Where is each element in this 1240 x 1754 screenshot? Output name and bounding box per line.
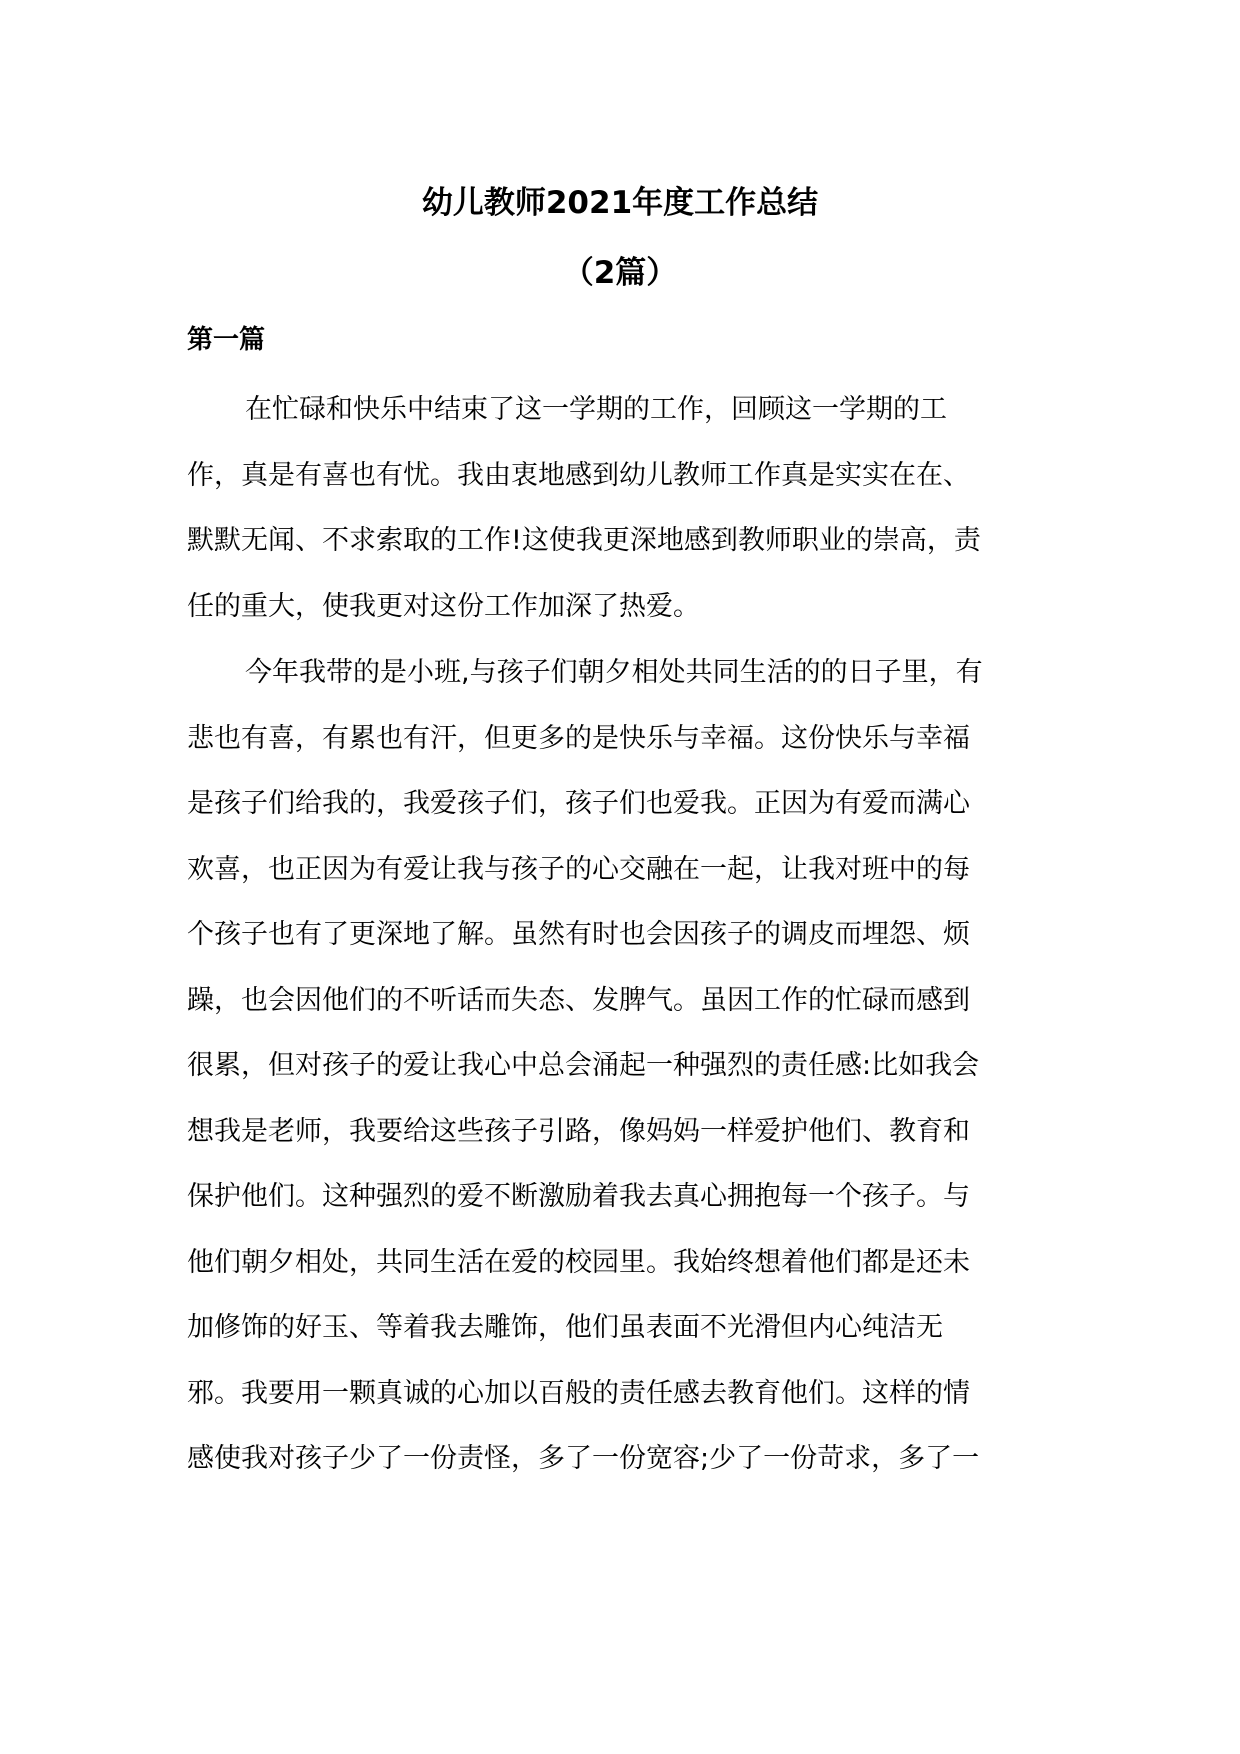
- paragraph-line: 在忙碌和快乐中结束了这一学期的工作，回顾这一学期的工: [245, 394, 947, 425]
- paragraph-line: 邪。我要用一颗真诚的心加以百般的责任感去教育他们。这样的情: [187, 1377, 970, 1409]
- paragraph-line: 作，真是有喜也有忧。我由衷地感到幼儿教师工作真是实实在在、: [187, 459, 970, 491]
- paragraph-line: 任的重大，使我更对这份工作加深了热爱。: [187, 590, 700, 622]
- paragraph-line: 感使我对孩子少了一份责怪，多了一份宽容;少了一份苛求，多了一: [187, 1443, 980, 1474]
- section-heading: 第一篇: [187, 325, 266, 355]
- document-title: 幼儿教师2021年度工作总结: [421, 185, 819, 221]
- paragraph-line: 保护他们。这种强烈的爱不断激励着我去真心拥抱每一个孩子。与: [187, 1181, 970, 1212]
- paragraph-2: [187, 640, 1047, 1492]
- paragraph-line: 默默无闻、不求索取的工作!这使我更深地感到教师职业的崇高，责: [187, 525, 981, 556]
- paragraph-line: 很累，但对孩子的爱让我心中总会涌起一种强烈的责任感:比如我会: [187, 1050, 980, 1081]
- paragraph-line: 悲也有喜，有累也有汗，但更多的是快乐与幸福。这份快乐与幸福: [187, 722, 970, 754]
- paragraph-line: 是孩子们给我的，我爱孩子们，孩子们也爱我。正因为有爱而满心: [187, 788, 970, 819]
- paragraph-line: 想我是老师，我要给这些孩子引路，像妈妈一样爱护他们、教育和: [187, 1115, 970, 1147]
- paragraph-line: 欢喜，也正因为有爱让我与孩子的心交融在一起，让我对班中的每: [187, 853, 970, 885]
- paragraph-line: 今年我带的是小班,与孩子们朝夕相处共同生活的的日子里，有: [245, 657, 983, 688]
- paragraph-line: 加修饰的好玉、等着我去雕饰，他们虽表面不光滑但内心纯洁无: [187, 1312, 943, 1343]
- paragraph-line: 他们朝夕相处，共同生活在爱的校园里。我始终想着他们都是还未: [187, 1246, 970, 1278]
- paragraph-line: 躁，也会因他们的不听话而失态、发脾气。虽因工作的忙碌而感到: [187, 984, 970, 1016]
- document-subtitle: （2篇）: [562, 255, 678, 291]
- paragraph-1: [187, 377, 1047, 639]
- paragraph-line: 个孩子也有了更深地了解。虽然有时也会因孩子的调皮而埋怨、烦: [187, 919, 970, 950]
